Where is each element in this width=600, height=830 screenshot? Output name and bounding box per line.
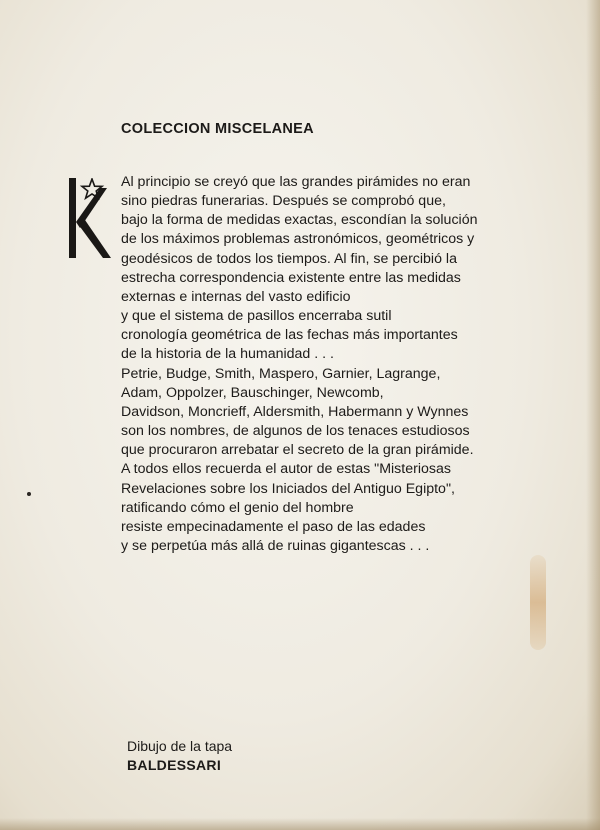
- blurb-line: y se perpetúa más allá de ruinas gigantescas . . .: [121, 537, 430, 554]
- blurb-line: A todos ellos recuerda el autor de estas "Misteriosas: [121, 461, 451, 478]
- blurb-line: son los nombres, de algunos de los tenaces estudiosos: [121, 423, 470, 440]
- blurb-line: externas e internas del vasto edificio: [121, 288, 351, 305]
- blurb-line: y que el sistema de pasillos encerraba sutil: [121, 308, 392, 325]
- paper-stain: [530, 555, 546, 650]
- series-title: COLECCION MISCELANEA: [121, 121, 314, 137]
- ink-speck: [27, 492, 31, 496]
- blurb-line: de la historia de la humanidad . . .: [121, 346, 334, 363]
- blurb-text: [121, 173, 531, 556]
- blurb-line: resiste empecinadamente el paso de las edades: [121, 518, 426, 535]
- cover-credit: [127, 737, 232, 775]
- paper-bottom-shadow: [0, 818, 600, 830]
- cover-credit-label: Dibujo de la tapa: [127, 738, 233, 754]
- blurb-line: cronología geométrica de las fechas más importantes: [121, 327, 458, 344]
- blurb-line: geodésicos de todos los tiempos. Al fin, se percibió la: [121, 250, 457, 267]
- blurb-line: Adam, Oppolzer, Bauschinger, Newcomb,: [121, 384, 384, 401]
- paper-edge-shadow: [586, 0, 600, 830]
- blurb-line: Petrie, Budge, Smith, Maspero, Garnier, Lagrange,: [121, 365, 441, 382]
- blurb-line: Revelaciones sobre los Iniciados del Antiguo Egipto",: [121, 480, 455, 497]
- blurb-line: ratificando cómo el genio del hombre: [121, 499, 354, 516]
- blurb-line: Al principio se creyó que las grandes pirámides no eran: [121, 174, 471, 190]
- cover-artist-name: BALDESSARI: [127, 757, 222, 773]
- blurb-line: bajo la forma de medidas exactas, escondían la solución: [121, 212, 478, 229]
- star-k-logo-icon: [66, 178, 112, 260]
- blurb-line: estrecha correspondencia existente entre las medidas: [121, 269, 461, 286]
- blurb-line: Davidson, Moncrieff, Aldersmith, Habermann y Wynnes: [121, 403, 469, 420]
- blurb-line: de los máximos problemas astronómicos, geométricos y: [121, 231, 475, 248]
- blurb-line: sino piedras funerarias. Después se comprobó que,: [121, 193, 446, 210]
- blurb-line: que procuraron arrebatar el secreto de la gran pirámide.: [121, 442, 474, 459]
